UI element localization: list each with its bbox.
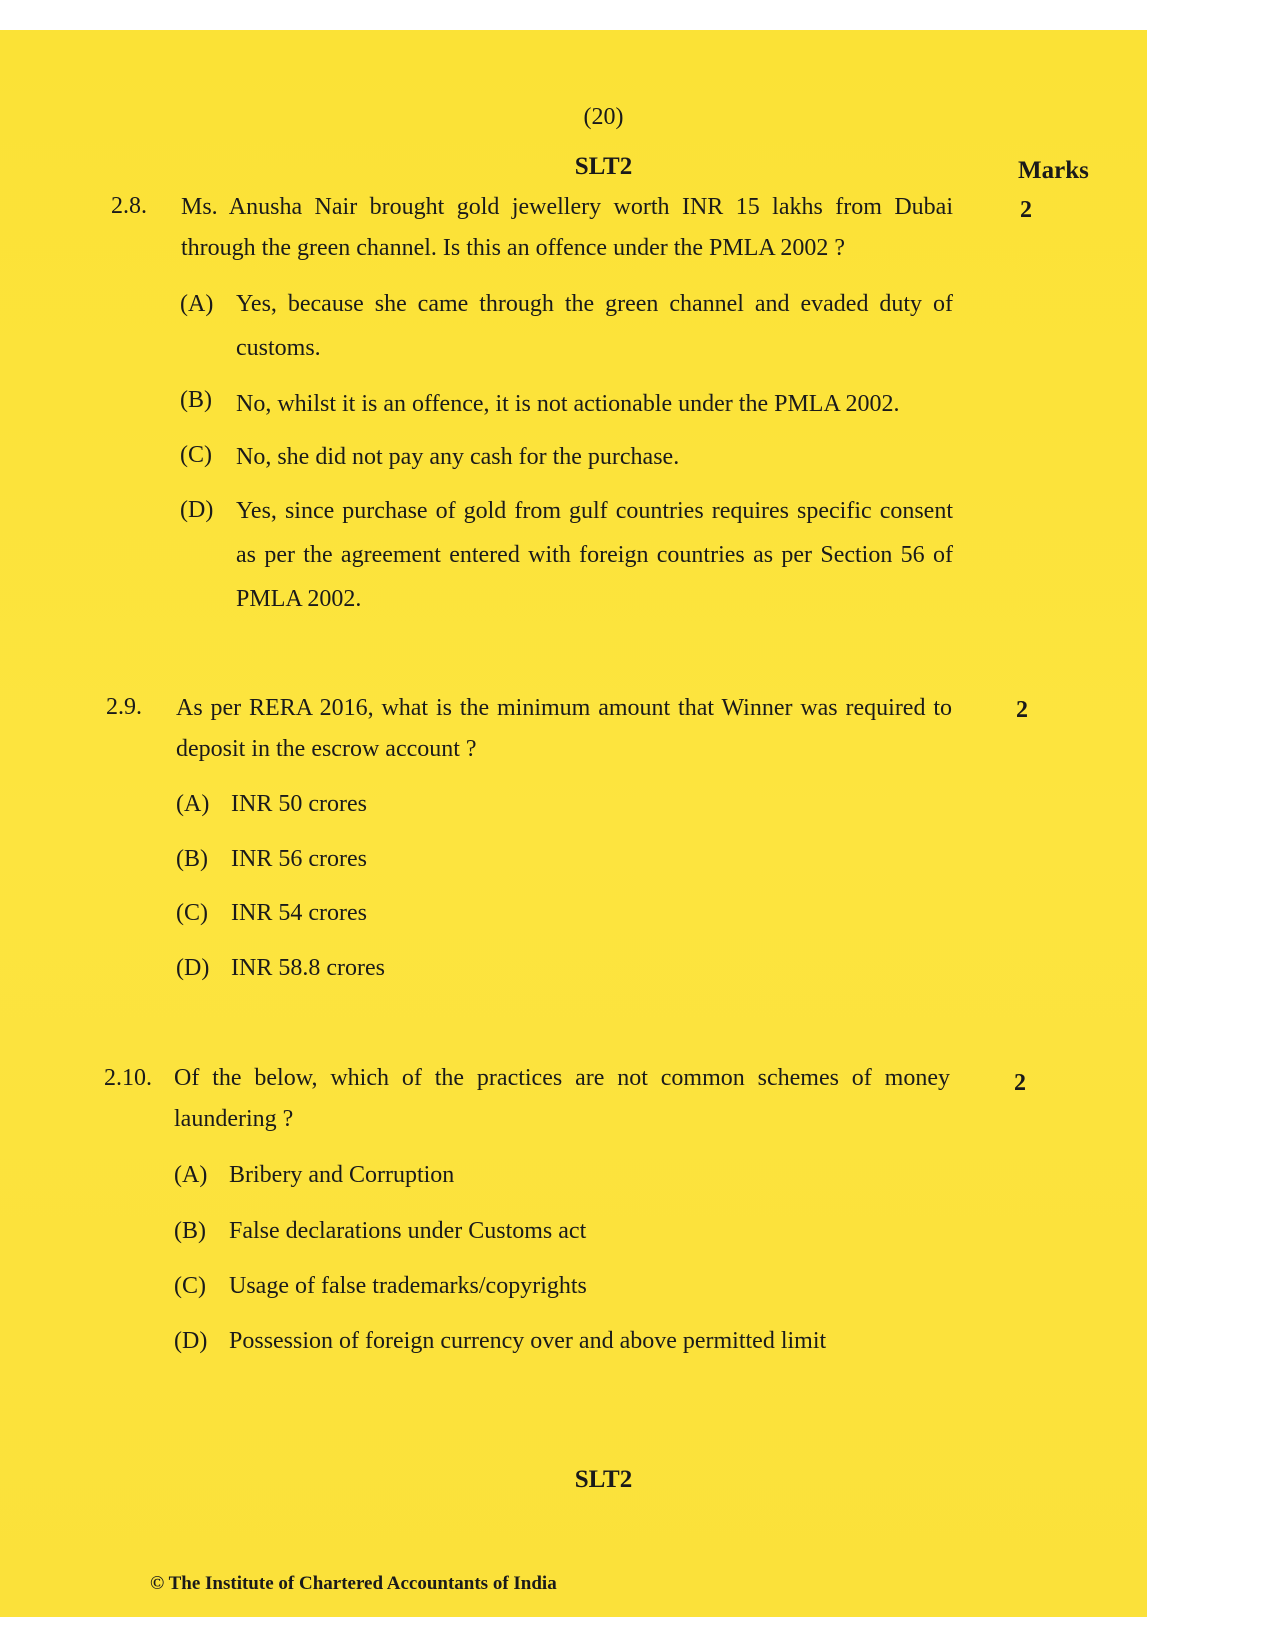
option-label: (D) [180, 497, 214, 523]
copyright-notice: © The Institute of Chartered Accountants of India [150, 1573, 557, 1594]
option-text: Bribery and Corruption [229, 1162, 455, 1188]
question-marks: 2 [1016, 697, 1028, 723]
option-label: (B) [174, 1218, 206, 1244]
option-label: (D) [176, 955, 210, 981]
question-text: As per RERA 2016, what is the minimum amount that Winner was required to deposit in the escrow account ? [176, 695, 952, 762]
question-text: Of the below, which of the practices are not common schemes of money laundering ? [174, 1065, 950, 1132]
option-text: INR 50 crores [231, 791, 367, 817]
question-number: 2.10. [104, 1065, 152, 1091]
option-text: False declarations under Customs act [229, 1218, 587, 1244]
question-marks: 2 [1014, 1070, 1026, 1096]
question-number: 2.9. [106, 694, 142, 720]
option-label: (A) [174, 1162, 208, 1188]
footer-paper-code: SLT2 [574, 1466, 633, 1493]
option-label: (A) [180, 291, 214, 317]
option-text: Usage of false trademarks/copyrights [229, 1273, 587, 1299]
option-label: (C) [180, 442, 212, 468]
option-label: (C) [176, 900, 208, 926]
option-label: (B) [180, 387, 212, 413]
option-text: Possession of foreign currency over and above permitted limit [229, 1328, 827, 1354]
option-label: (A) [176, 791, 210, 817]
option-text: No, she did not pay any cash for the purchase. [236, 444, 680, 470]
option-label: (C) [174, 1273, 206, 1299]
marks-heading: Marks [1018, 157, 1089, 184]
option-text: INR 58.8 crores [231, 955, 385, 981]
option-text: Yes, because she came through the green channel and evaded duty of customs. [236, 291, 953, 361]
option-text: No, whilst it is an offence, it is not actionable under the PMLA 2002. [236, 391, 900, 417]
header-paper-code: SLT2 [574, 153, 633, 180]
question-number: 2.8. [111, 193, 147, 219]
option-text: INR 56 crores [231, 846, 367, 872]
page-number: (20) [583, 104, 624, 130]
option-label: (B) [176, 846, 208, 872]
option-text: Yes, since purchase of gold from gulf countries requires specific consent as per the agreement entered with foreign countries as per Section 56 of PMLA 2002. [236, 498, 953, 612]
option-label: (D) [174, 1328, 208, 1354]
question-marks: 2 [1020, 197, 1032, 223]
option-text: INR 54 crores [231, 900, 367, 926]
question-text: Ms. Anusha Nair brought gold jewellery worth INR 15 lakhs from Dubai through the green channel. Is this an offence under the PMLA 2002 ? [181, 194, 953, 261]
